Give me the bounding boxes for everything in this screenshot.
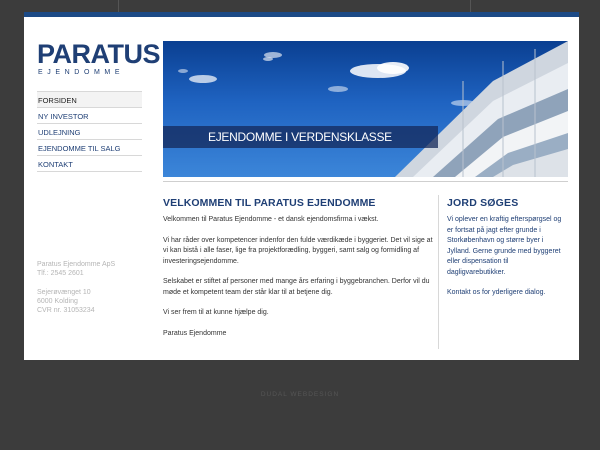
main-heading: VELKOMMEN TIL PARATUS EJENDOMME: [163, 197, 376, 209]
address-phone: Tlf.: 2545 2601: [37, 270, 84, 277]
sidebar-paragraph: Kontakt os for yderligere dialog.: [447, 289, 546, 296]
hero-image: [163, 41, 568, 177]
main-paragraph: Selskabet er stiftet af personer med mange års erfaring i byggebranchen. Derfor vil du møde et kompetent team der står klar til at betjene dig.: [163, 278, 430, 296]
hero-banner: [163, 41, 568, 177]
address-city: 6000 Kolding: [37, 298, 78, 305]
hero-title: EJENDOMME I VERDENSKLASSE: [208, 130, 392, 144]
logo-subtitle: EJENDOMME: [38, 69, 125, 76]
nav-item-udlejning[interactable]: UDLEJNING: [37, 124, 142, 140]
nav-item-kontakt[interactable]: KONTAKT: [37, 156, 142, 172]
sidebar-paragraph: Vi oplever en kraftig efterspørgsel og er fortsat på jagt efter grunde i Storkøbenhavn og større byer i Jylland. Gerne grunde med byggeret eller dispensation til dagligvarebutikker.: [447, 216, 562, 276]
main-navigation: [37, 91, 142, 172]
background-line: [118, 0, 119, 12]
main-paragraph: Vi ser frem til at kunne hjælpe dig.: [163, 309, 269, 316]
main-signature: Paratus Ejendomme: [163, 329, 227, 337]
page-card: [24, 12, 579, 360]
background-line: [470, 0, 471, 12]
nav-item-forsiden[interactable]: FORSIDEN: [37, 91, 142, 108]
sidebar-heading: JORD SØGES: [447, 197, 519, 209]
address-cvr: CVR nr. 31053234: [37, 307, 95, 314]
address-company: Paratus Ejendomme ApS: [37, 261, 116, 268]
column-divider: [438, 195, 439, 349]
footer-credit[interactable]: DUDAL WEBDESIGN: [260, 391, 340, 398]
company-address: [37, 260, 115, 315]
main-content: [163, 197, 436, 349]
logo[interactable]: [37, 41, 160, 76]
main-paragraph: Vi har råder over kompetencer indenfor den fulde værdikæde i byggeriet. Det vil sige at vi kan bistå i alle faser, lige fra projektforædling, byggeri, samt salg og formidling af investeringsejendomme.: [163, 236, 433, 265]
logo-wordmark: PARATUS: [37, 39, 160, 69]
sidebar-content: [447, 197, 565, 309]
nav-item-ejendomme-til-salg[interactable]: EJENDOMME TIL SALG: [37, 140, 142, 156]
nav-item-ny-investor[interactable]: NY INVESTOR: [37, 108, 142, 124]
main-paragraph: Velkommen til Paratus Ejendomme - et dansk ejendomsfirma i vækst.: [163, 216, 379, 223]
address-street: Sejerøvænget 10: [37, 289, 91, 296]
hero-divider: [163, 181, 568, 182]
